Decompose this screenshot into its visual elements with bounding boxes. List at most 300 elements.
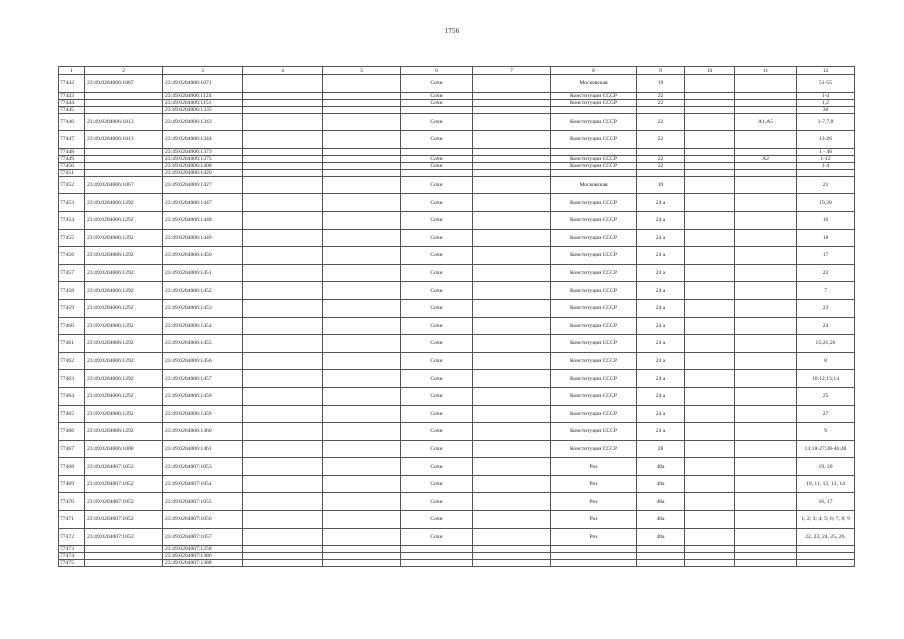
table-row <box>59 299 855 317</box>
cell-city: Сочи <box>401 335 473 353</box>
cell-col10 <box>685 99 735 106</box>
cell-object-number: 23:49:0204006:1451 <box>163 264 243 282</box>
cell-col10 <box>685 560 735 567</box>
table-row <box>59 387 855 405</box>
cell-object-number: 23:49:0204006:1459 <box>163 405 243 423</box>
cell-street: Конституции СССР <box>551 264 637 282</box>
cell-col4 <box>243 423 323 441</box>
cell-premises: 36 <box>797 106 855 113</box>
cell-house: 24 а <box>637 282 685 300</box>
cell-col5 <box>323 352 401 370</box>
cell-city: Сочи <box>401 317 473 335</box>
cell-city: Сочи <box>401 405 473 423</box>
cell-letter <box>735 370 797 388</box>
cell-city: Сочи <box>401 211 473 229</box>
cell-house: 24 а <box>637 299 685 317</box>
cell-col7 <box>473 423 551 441</box>
cell-parcel-number <box>85 169 163 176</box>
cell-premises: 24 <box>797 317 855 335</box>
cell-street: Конституции СССР <box>551 155 637 162</box>
cell-house: 24 а <box>637 352 685 370</box>
cell-col7 <box>473 335 551 353</box>
cell-col10 <box>685 553 735 560</box>
cell-col4 <box>243 99 323 106</box>
cell-street: Конституции СССР <box>551 247 637 265</box>
cell-col10 <box>685 475 735 493</box>
cell-col4 <box>243 553 323 560</box>
cell-letter <box>735 335 797 353</box>
cell-col10 <box>685 211 735 229</box>
cell-col10 <box>685 511 735 529</box>
cell-col4 <box>243 106 323 113</box>
cell-premises: 23 <box>797 299 855 317</box>
cell-letter <box>735 99 797 106</box>
cell-number: 77468 <box>59 458 85 476</box>
cell-col4 <box>243 247 323 265</box>
cell-col4 <box>243 194 323 212</box>
cell-house: 19 <box>637 176 685 194</box>
cell-col10 <box>685 75 735 93</box>
cell-parcel-number: 23:49:0204007:1052 <box>85 458 163 476</box>
cell-col5 <box>323 247 401 265</box>
cell-city: Сочи <box>401 247 473 265</box>
cell-house: 24 а <box>637 247 685 265</box>
table-body <box>59 67 855 567</box>
cell-city: Сочи <box>401 511 473 529</box>
cell-object-number: 23:49:0204007:1388 <box>163 560 243 567</box>
cell-parcel-number: 23:49:0204006:1292 <box>85 335 163 353</box>
cell-house: 22 <box>637 131 685 149</box>
cell-col4 <box>243 335 323 353</box>
cell-city: Сочи <box>401 176 473 194</box>
table-row <box>59 423 855 441</box>
cell-parcel-number: 23:49:0204006:1292 <box>85 264 163 282</box>
cell-col5 <box>323 113 401 131</box>
cell-city: Сочи <box>401 493 473 511</box>
cell-col4 <box>243 370 323 388</box>
cell-premises: 15;21;26 <box>797 335 855 353</box>
cell-col5 <box>323 387 401 405</box>
cell-col4 <box>243 162 323 169</box>
cell-number: 77463 <box>59 370 85 388</box>
cell-premises <box>797 560 855 567</box>
cell-col4 <box>243 155 323 162</box>
cell-col5 <box>323 370 401 388</box>
cell-city: Сочи <box>401 162 473 169</box>
cell-parcel-number: 23:49:0204006:1008 <box>85 440 163 458</box>
cell-number: 77452 <box>59 176 85 194</box>
cell-number: 77455 <box>59 229 85 247</box>
cell-premises: 1 - 46 <box>797 148 855 155</box>
table-row <box>59 131 855 149</box>
cell-col7 <box>473 92 551 99</box>
cell-letter <box>735 440 797 458</box>
cell-object-number: 23:49:0204006:1151 <box>163 99 243 106</box>
cell-col7 <box>473 458 551 476</box>
cell-object-number: 23:49:0204006:1455 <box>163 335 243 353</box>
column-header-9: 9 <box>637 67 685 75</box>
cell-premises: 8 <box>797 352 855 370</box>
cell-col10 <box>685 423 735 441</box>
cell-street: Конституции СССР <box>551 370 637 388</box>
cell-col5 <box>323 176 401 194</box>
cell-house <box>637 553 685 560</box>
table-row <box>59 113 855 131</box>
table-row <box>59 511 855 529</box>
table-row <box>59 370 855 388</box>
cell-col7 <box>473 282 551 300</box>
cell-letter <box>735 560 797 567</box>
cell-col10 <box>685 299 735 317</box>
cell-col7 <box>473 475 551 493</box>
cell-col4 <box>243 229 323 247</box>
cell-col5 <box>323 560 401 567</box>
cell-letter <box>735 247 797 265</box>
cell-letter <box>735 148 797 155</box>
cell-letter <box>735 75 797 93</box>
cell-city: Сочи <box>401 92 473 99</box>
cell-house <box>637 546 685 553</box>
cell-col10 <box>685 352 735 370</box>
cell-city: Сочи <box>401 229 473 247</box>
column-header-8: 8 <box>551 67 637 75</box>
cell-parcel-number: 23:49:0204006:1292 <box>85 229 163 247</box>
table-row <box>59 546 855 553</box>
cell-col5 <box>323 475 401 493</box>
cell-object-number: 23:49:0204006:1373 <box>163 148 243 155</box>
cell-number: 77469 <box>59 475 85 493</box>
cell-street: Конституции СССР <box>551 92 637 99</box>
cell-col7 <box>473 169 551 176</box>
cell-street <box>551 169 637 176</box>
cell-house: 24 а <box>637 317 685 335</box>
cell-house: 48а <box>637 493 685 511</box>
cell-object-number: 23:49:0204006:1447 <box>163 194 243 212</box>
cell-object-number: 23:49:0204006:1448 <box>163 211 243 229</box>
cell-street: Конституции СССР <box>551 282 637 300</box>
cell-col7 <box>473 194 551 212</box>
cell-col5 <box>323 169 401 176</box>
cell-letter <box>735 92 797 99</box>
cell-col5 <box>323 162 401 169</box>
cell-premises: 1-12 <box>797 155 855 162</box>
cell-col5 <box>323 440 401 458</box>
column-header-12: 12 <box>797 67 855 75</box>
cell-letter <box>735 282 797 300</box>
cell-number: 77459 <box>59 299 85 317</box>
cell-number: 77448 <box>59 148 85 155</box>
cell-col10 <box>685 546 735 553</box>
cell-col10 <box>685 131 735 149</box>
cell-col5 <box>323 335 401 353</box>
cell-object-number: 23:49:0204006:1454 <box>163 317 243 335</box>
cell-premises: 1; 2; 3; 4; 5; 6; 7; 8; 9 <box>797 511 855 529</box>
cell-col5 <box>323 194 401 212</box>
cell-street: Роз <box>551 458 637 476</box>
cell-street: Конституции СССР <box>551 131 637 149</box>
cell-city: Сочи <box>401 155 473 162</box>
column-header-6: 6 <box>401 67 473 75</box>
cell-parcel-number <box>85 155 163 162</box>
cell-col7 <box>473 405 551 423</box>
column-header-10: 10 <box>685 67 735 75</box>
table-row <box>59 162 855 169</box>
cell-parcel-number: 23:49:0204006:1067 <box>85 176 163 194</box>
cell-house: 24 а <box>637 194 685 212</box>
cell-letter <box>735 405 797 423</box>
cell-number: 77450 <box>59 162 85 169</box>
cell-house: 24 а <box>637 387 685 405</box>
cell-house: 24 а <box>637 423 685 441</box>
cell-city: Сочи <box>401 282 473 300</box>
cell-premises <box>797 553 855 560</box>
cell-object-number: 23:49:0204006:1458 <box>163 387 243 405</box>
cell-city <box>401 560 473 567</box>
cell-house <box>637 148 685 155</box>
cell-col7 <box>473 99 551 106</box>
cell-parcel-number: 23:49:0204006:1292 <box>85 194 163 212</box>
cell-number: 77474 <box>59 553 85 560</box>
cell-col7 <box>473 493 551 511</box>
cell-letter <box>735 194 797 212</box>
cell-letter <box>735 546 797 553</box>
table-row <box>59 169 855 176</box>
column-header-4: 4 <box>243 67 323 75</box>
cell-col4 <box>243 148 323 155</box>
cell-col4 <box>243 92 323 99</box>
cell-letter <box>735 169 797 176</box>
cell-number: 77462 <box>59 352 85 370</box>
cell-premises: 19,20 <box>797 194 855 212</box>
cell-letter <box>735 458 797 476</box>
cell-object-number: 23:49:0204007:1055 <box>163 493 243 511</box>
cell-number: 77464 <box>59 387 85 405</box>
cell-col5 <box>323 299 401 317</box>
cell-object-number: 23:49:0204007:1056 <box>163 511 243 529</box>
cell-premises <box>797 169 855 176</box>
cell-house <box>637 106 685 113</box>
cell-premises: 13-26 <box>797 131 855 149</box>
cell-parcel-number <box>85 162 163 169</box>
cell-object-number: 23:49:0204006:1343 <box>163 113 243 131</box>
cell-city <box>401 106 473 113</box>
cell-house: 22 <box>637 155 685 162</box>
cell-premises: 21 <box>797 176 855 194</box>
cell-col7 <box>473 247 551 265</box>
cell-parcel-number <box>85 99 163 106</box>
cell-street: Конституции СССР <box>551 113 637 131</box>
cell-col7 <box>473 370 551 388</box>
cell-premises: 19, 20 <box>797 458 855 476</box>
cell-col5 <box>323 211 401 229</box>
cell-col4 <box>243 546 323 553</box>
table-row <box>59 335 855 353</box>
cell-col4 <box>243 282 323 300</box>
cell-premises: 22, 23, 24, 25, 26, <box>797 528 855 546</box>
cell-letter <box>735 211 797 229</box>
cell-premises: 27 <box>797 405 855 423</box>
cell-object-number: 23:49:0204006:1461 <box>163 440 243 458</box>
cell-col5 <box>323 264 401 282</box>
cell-col5 <box>323 75 401 93</box>
table-row <box>59 92 855 99</box>
cell-number: 77453 <box>59 194 85 212</box>
cell-street <box>551 148 637 155</box>
cell-col10 <box>685 493 735 511</box>
cell-parcel-number: 23:49:0204006:1067 <box>85 75 163 93</box>
cell-street <box>551 560 637 567</box>
cell-parcel-number: 23:49:0204006:1292 <box>85 247 163 265</box>
cell-street: Конституции СССР <box>551 405 637 423</box>
cell-letter <box>735 387 797 405</box>
cell-premises: 16 <box>797 211 855 229</box>
cell-number: 77443 <box>59 92 85 99</box>
cell-parcel-number <box>85 546 163 553</box>
cell-parcel-number <box>85 553 163 560</box>
cell-col7 <box>473 264 551 282</box>
cell-object-number: 23:49:0204006:1375 <box>163 155 243 162</box>
cell-street: Московская <box>551 75 637 93</box>
cell-parcel-number: 23:49:0204006:1292 <box>85 423 163 441</box>
column-header-1: 1 <box>59 67 85 75</box>
column-header-3: 3 <box>163 67 243 75</box>
cell-premises <box>797 546 855 553</box>
cell-col7 <box>473 148 551 155</box>
cell-col10 <box>685 155 735 162</box>
cell-house: 48а <box>637 528 685 546</box>
cell-col7 <box>473 211 551 229</box>
cell-col5 <box>323 131 401 149</box>
cell-col10 <box>685 247 735 265</box>
cell-city: Сочи <box>401 475 473 493</box>
column-header-5: 5 <box>323 67 401 75</box>
cell-number: 77454 <box>59 211 85 229</box>
cell-street: Конституции СССР <box>551 299 637 317</box>
cell-city: Сочи <box>401 99 473 106</box>
table-row <box>59 317 855 335</box>
cell-object-number: 23:49:0204006:1124 <box>163 92 243 99</box>
cell-col10 <box>685 113 735 131</box>
cell-number: 77456 <box>59 247 85 265</box>
cell-parcel-number: 23:49:0204007:1052 <box>85 528 163 546</box>
cell-number: 77475 <box>59 560 85 567</box>
cell-house: 22 <box>637 99 685 106</box>
cell-object-number: 23:49:0204006:1457 <box>163 370 243 388</box>
cell-col10 <box>685 162 735 169</box>
cell-parcel-number <box>85 92 163 99</box>
cell-parcel-number: 23:49:0204007:1052 <box>85 475 163 493</box>
cell-number: 77451 <box>59 169 85 176</box>
table-row <box>59 229 855 247</box>
cell-col10 <box>685 148 735 155</box>
table-row <box>59 458 855 476</box>
cell-object-number: 23:49:0204006:1408 <box>163 162 243 169</box>
cell-col10 <box>685 106 735 113</box>
cell-house: 24 а <box>637 229 685 247</box>
cell-premises: 1-7,7,8 <box>797 113 855 131</box>
cell-letter <box>735 162 797 169</box>
cell-parcel-number: 23:49:0204006:1292 <box>85 405 163 423</box>
cell-premises: 1-4 <box>797 92 855 99</box>
cell-col5 <box>323 148 401 155</box>
cell-number: 77460 <box>59 317 85 335</box>
cell-col5 <box>323 423 401 441</box>
cell-col7 <box>473 229 551 247</box>
cell-street: Роз <box>551 475 637 493</box>
cell-col7 <box>473 440 551 458</box>
cell-col10 <box>685 92 735 99</box>
table-row <box>59 352 855 370</box>
cell-col4 <box>243 176 323 194</box>
table-row <box>59 211 855 229</box>
table-row <box>59 75 855 93</box>
cell-col10 <box>685 317 735 335</box>
cell-street: Конституции СССР <box>551 440 637 458</box>
cell-street: Конституции СССР <box>551 335 637 353</box>
cell-city: Сочи <box>401 194 473 212</box>
cell-number: 77445 <box>59 106 85 113</box>
cell-house: 22 <box>637 113 685 131</box>
cell-col7 <box>473 387 551 405</box>
cell-object-number: 23:49:0204007:1386 <box>163 553 243 560</box>
cell-col10 <box>685 528 735 546</box>
cell-parcel-number: 23:49:0204006:1292 <box>85 299 163 317</box>
cell-col5 <box>323 155 401 162</box>
cell-col4 <box>243 131 323 149</box>
cell-premises: 9 <box>797 423 855 441</box>
cell-col4 <box>243 299 323 317</box>
cell-col4 <box>243 560 323 567</box>
table-row <box>59 560 855 567</box>
cell-col4 <box>243 169 323 176</box>
cell-object-number: 23:49:0204006:1335 <box>163 106 243 113</box>
cell-street <box>551 546 637 553</box>
cell-house: 22 <box>637 162 685 169</box>
column-header-11: 11 <box>735 67 797 75</box>
cell-premises: 7 <box>797 282 855 300</box>
cell-object-number: 23:49:0204007:1053 <box>163 458 243 476</box>
table-row <box>59 148 855 155</box>
cell-city <box>401 546 473 553</box>
cell-city: Сочи <box>401 387 473 405</box>
cell-number: 77442 <box>59 75 85 93</box>
cell-number: 77458 <box>59 282 85 300</box>
cell-number: 77447 <box>59 131 85 149</box>
cell-premises: 10, 11, 12, 13, 14 <box>797 475 855 493</box>
table-row <box>59 528 855 546</box>
cell-street: Московская <box>551 176 637 194</box>
cell-premises: 16, 17 <box>797 493 855 511</box>
cell-col4 <box>243 528 323 546</box>
cell-col10 <box>685 264 735 282</box>
column-header-7: 7 <box>473 67 551 75</box>
cell-letter <box>735 493 797 511</box>
cell-col4 <box>243 511 323 529</box>
cell-city: Сочи <box>401 440 473 458</box>
cell-street: Роз <box>551 511 637 529</box>
cell-object-number: 23:49:0204006:1460 <box>163 423 243 441</box>
cell-col5 <box>323 282 401 300</box>
cell-city: Сочи <box>401 299 473 317</box>
cell-city: Сочи <box>401 352 473 370</box>
cell-col4 <box>243 317 323 335</box>
cell-parcel-number <box>85 560 163 567</box>
cell-col4 <box>243 440 323 458</box>
cell-col10 <box>685 335 735 353</box>
cell-street: Конституции СССР <box>551 211 637 229</box>
cell-col5 <box>323 317 401 335</box>
cell-city: Сочи <box>401 528 473 546</box>
